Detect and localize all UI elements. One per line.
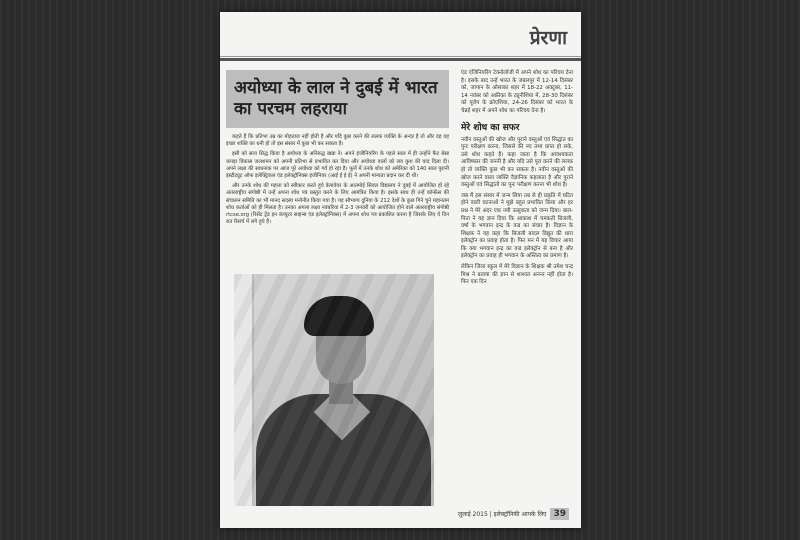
body-paragraph: कहते हैं कि प्रतिभा उम्र का मोहताज नहीं होती है और यदि कुछ करने की ललक व्यक्ति के अन्दर है तो और वह वह इच्छा शक्ति का धनी हो तो इस संसार में कुछ भी कर सकता है। (226, 134, 449, 148)
author-photo (234, 274, 434, 506)
article-headline: अयोध्या के लाल ने दुबई में भारत का परचम लहराया (226, 70, 449, 128)
photo-shadow-stripes (234, 274, 434, 506)
body-paragraph: और उनके शोध की महत्ता को स्वीकार करते हुये डेलावेयर के आतमोई सिवल विद्यालय ने दुबई में आयोजित हो रहे अंतरराष्ट्रीय संगोष्ठी में उन्हें अपना शोध पत्र प्रस्तुत करने के लिए आमंत्रित किया है। इसके साथ ही उन्हें कॉन्फ्रेंस की संचालन समिति का भी मानद सदस्य मनोनीत किया गया है। यह सौभाग्य दुनिया के 212 देशों के कुछ गिने चुने महानतम शोध कर्ताओं को ही मिलता है। उनका अगला लक्ष्य नवंबरिया में 2-3 जनवरी को आयोजित होने वाले अंतरराष्ट्रीय संगोष्ठी rtcse.org (रिसेंट ट्रेंड इन कंप्यूटर साइन्स एंड इलेक्ट्रॉनिक्स) में अपना शोध पत्र प्रकाशित करना है जिसके लिए वे दिन रात रिसर्च में लगे हुये हैं। (226, 183, 449, 226)
section-title: प्रेरणा (529, 27, 567, 49)
body-paragraph: नवीन वस्तुओं की खोज और पुराने वस्तुओं एवं सिद्धांत का पुनः परीक्षण करना, जिससे की नए तथ्य प्राप्त हो सके, उसे शोध कहते हैं। कहा जाता है कि आवश्यकता आविष्कार की जननी है और यदि उसे पूरा करने की ललक हो तो व्यक्ति कुछ भी कर सकता है। नवीन वस्तुओं की खोज करने वाला व्यक्ति वैज्ञानिक कहलाता है और पुराने वस्तुओं एवं सिद्धांतों का पुनः परीक्षण करना भी शोध है। (461, 136, 573, 189)
header-rule (220, 56, 581, 57)
page-header (220, 12, 581, 61)
body-paragraph: लेकिन जिला स्कूल में मेरे विज्ञान के शिक्षक श्री उमेश चन्द्र मिश्र ने बताया की ज्ञान से शाश्वत अनन्त नहीं होता है। फिर एक दिन (461, 264, 573, 286)
section-subhead: मेरे शोध का सफर (461, 122, 520, 133)
body-paragraph: इसी को सत्य सिद्ध किया है अयोध्या के अनिरुद्ध खन्ना ने। अपने इंजीनियरिंग के पहले साल में ही उन्होंने फैट बेस्ड कपड़ा विकास जलशमन को अपनी प्रतिभा से प्रभावित कर दिया और अयोध्या वालों को लव कुश की याद दिला दी। अपने लक्ष्य की साधनाक पर आज पूरे अयोध्या को गर्व हो रहा है। फूलें में उनके शोध को अमेरिका को 140 साल पुरानी इंस्टीट्यूट ऑफ इलेक्ट्रिकल एंड इलेक्ट्रॉनिक्स इंजीनियर (आई ई ई ई) ने अपनी मान्यता प्रदान कर दी थी। (226, 151, 449, 180)
left-column (226, 70, 449, 229)
right-column (461, 70, 573, 290)
body-paragraph: एंड एंजिनियरिंग टेक्नोलॉजी में अपने शोध का परिचय देना है। इसके बाद उन्हें भारत के जबलपुर में 12-14 दिसंबर को, जापान के ओसाका शहर में 18-22 अक्टूबर, 11-14 नवंबर को अफ्रीका के ट्यूनीशिया में, 28-30 दिसंबर को यूरोप के क्रोएशिया, 24-26 दिसंबर को भारत के चेन्नई शहर में अपने शोध का परिचय देना है। (461, 70, 573, 114)
page-number: 39 (550, 508, 569, 520)
magazine-page (220, 12, 581, 528)
article-body-left (226, 134, 449, 226)
issue-info: जुलाई 2015 | इलेक्ट्रॉनिकी आपके लिए (457, 511, 547, 518)
body-paragraph: जब मैं इस संसार में जन्म लिया तब से ही प्रकृति में घटित होने वाली घटनाओं ने मुझे बहुत प्रभावित किया और हर प्रश्न ने मेरे अंदर एक नयी उत्सुकता को जन्म दिया। बाल-पिता ने यह ज्ञान दिया कि आकाश में चमकती बिजली, वर्षा के भगवान इन्द्र के वज्र का संचार है। विज्ञान के शिक्षक ने यह कहा कि बिजली बादल विद्युत की धारा इलेक्ट्रॉन का प्रवाह होता है। फिर मन में यह विचार आया कि क्या भगवान इन्द्र का वज्र इलेक्ट्रॉन से बना है और इलेक्ट्रॉन का प्रवाह ही भगवान के अस्तित्व का प्रमाण है। (461, 192, 573, 260)
page-footer (458, 508, 569, 520)
